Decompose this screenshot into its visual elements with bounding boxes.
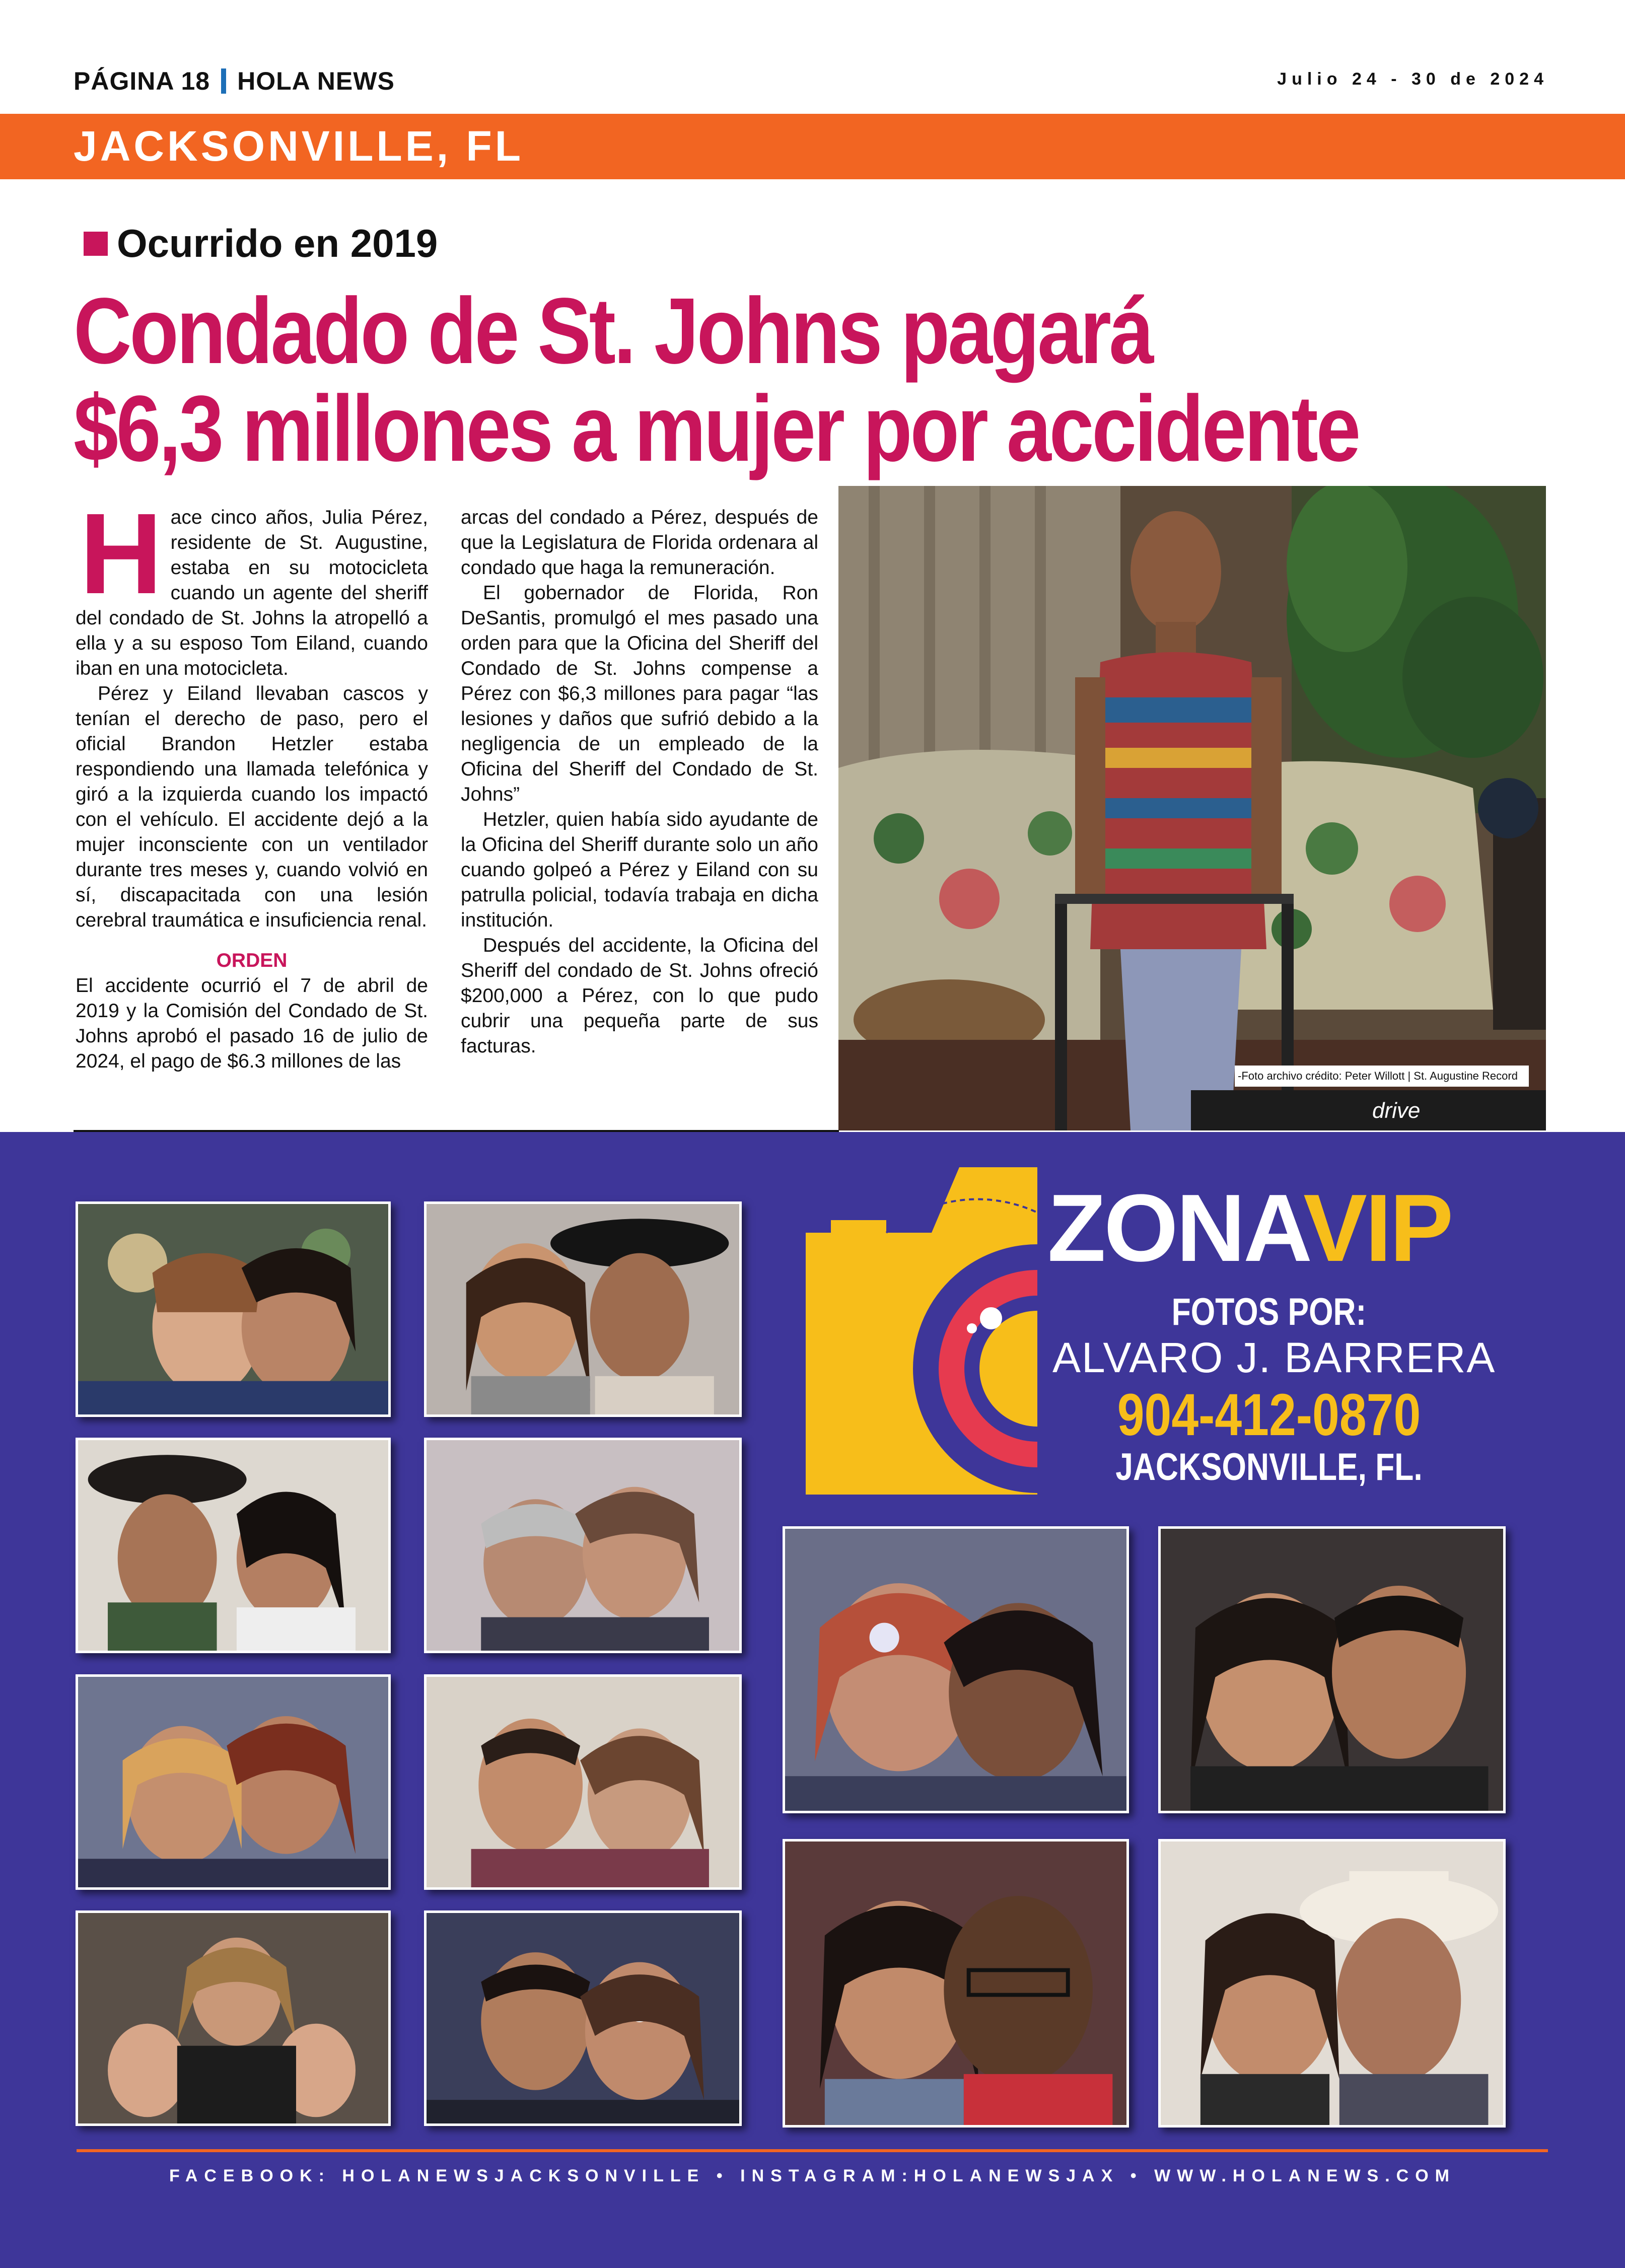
paragraph: El accidente ocurrió el 7 de abril de 2019 y la Comisión del Condado de St. Johns aprobó el pasado 16 de julio de 2024, el pago de $6.3 millones de las xyxy=(76,975,428,1072)
paragraph: El gobernador de Florida, Ron DeSantis, promulgó el mes pasado una orden para que la Oficina del Sheriff del Condado de St. Johns compense a Pérez con $6,3 millones para pagar “las lesiones y daños que sufrió debido a la negligencia de un empleado de la Oficina del Sheriff del Condado de St. Johns” xyxy=(461,582,818,805)
kicker-text: Ocurrido en 2019 xyxy=(117,221,438,265)
event-photo xyxy=(76,1201,391,1417)
page-number: PÁGINA 18 xyxy=(74,67,210,95)
article-subhead: ORDEN xyxy=(216,950,288,971)
photo-credit: -Foto archivo crédito: Peter Willott | St. Augustine Record xyxy=(1235,1066,1529,1087)
paragraph: Después del accidente, la Oficina del Sheriff del condado de St. Johns ofreció $200,000 a Pérez, con lo que pudo cubrir una pequeña parte de sus facturas. xyxy=(461,935,818,1057)
issue-date: Julio 24 - 30 de 2024 xyxy=(1277,69,1548,89)
article-column-2 xyxy=(461,505,818,1059)
walker-brand-label: drive xyxy=(1372,1098,1421,1123)
event-photo xyxy=(783,1526,1129,1813)
article-photo xyxy=(838,486,1546,1130)
camera-logo-icon xyxy=(806,1167,1037,1495)
event-photo xyxy=(1158,1839,1506,2128)
page-label xyxy=(74,66,395,96)
fotos-por-label: FOTOS POR: xyxy=(1171,1291,1367,1333)
event-photo xyxy=(424,1910,742,2126)
event-photo xyxy=(76,1438,391,1653)
zona-vip-title xyxy=(1047,1173,1451,1283)
publication-name: HOLA NEWS xyxy=(237,67,395,95)
event-photo xyxy=(424,1201,742,1417)
paragraph: ace cinco años, Julia Pérez, residente de St. Augustine, estaba en su motocicleta cuando un agente del sheriff del condado de St. Johns la atropelló a ella y a su esposo Tom Eiland, cuando iban en una motocicleta. xyxy=(76,507,428,679)
article-column-1 xyxy=(76,490,428,1074)
event-photo xyxy=(424,1438,742,1653)
paragraph: arcas del condado a Pérez, después de que la Legislatura de Florida ordenara al condado que haga la remuneración. xyxy=(461,507,818,579)
square-bullet-icon xyxy=(84,232,108,256)
headline-line-1: Condado de St. Johns pagará xyxy=(74,279,1152,383)
divider-bar xyxy=(221,68,226,94)
event-photo xyxy=(76,1674,391,1890)
footer-divider xyxy=(77,2149,1548,2152)
event-photo xyxy=(1158,1526,1506,1813)
ad-city: JACKSONVILLE, FL. xyxy=(1115,1446,1423,1489)
woman-with-walker-image xyxy=(838,486,1546,1130)
photographer-name: ALVARO J. BARRERA xyxy=(1052,1334,1496,1381)
section-title: JACKSONVILLE, FL xyxy=(74,122,524,170)
social-media-footer: FACEBOOK: HOLANEWSJACKSONVILLE • INSTAGRAM:HOLANEWSJAX • WWW.HOLANEWS.COM xyxy=(169,2166,1456,2185)
event-photo xyxy=(76,1910,391,2126)
headline-line-2: $6,3 millones a mujer por accidente xyxy=(74,377,1359,481)
vip-word: VIP xyxy=(1303,1175,1452,1282)
zona-word: ZONA xyxy=(1047,1175,1304,1282)
paragraph: Hetzler, quien había sido ayudante de la Oficina del Sheriff durante solo un año cuando golpeó a Pérez y Eiland con su patrulla policial, todavía trabaja en dicha institución. xyxy=(461,809,818,931)
event-photo xyxy=(424,1674,742,1890)
phone-number: 904-412-0870 xyxy=(1117,1382,1421,1448)
article-kicker xyxy=(84,221,438,266)
drop-cap: H xyxy=(80,490,163,618)
paragraph: Pérez y Eiland llevaban cascos y tenían el derecho de paso, pero el oficial Brandon Hetzler estaba respondiendo una llamada telefónica y giró a la izquierda cuando los impactó con el vehículo. El accidente dejó a la mujer inconsciente con un ventilador durante tres meses y, cuando volvió en sí, discapacitada con una lesión cerebral traumática e insuficiencia renal. xyxy=(76,683,428,931)
event-photo xyxy=(783,1839,1129,2128)
